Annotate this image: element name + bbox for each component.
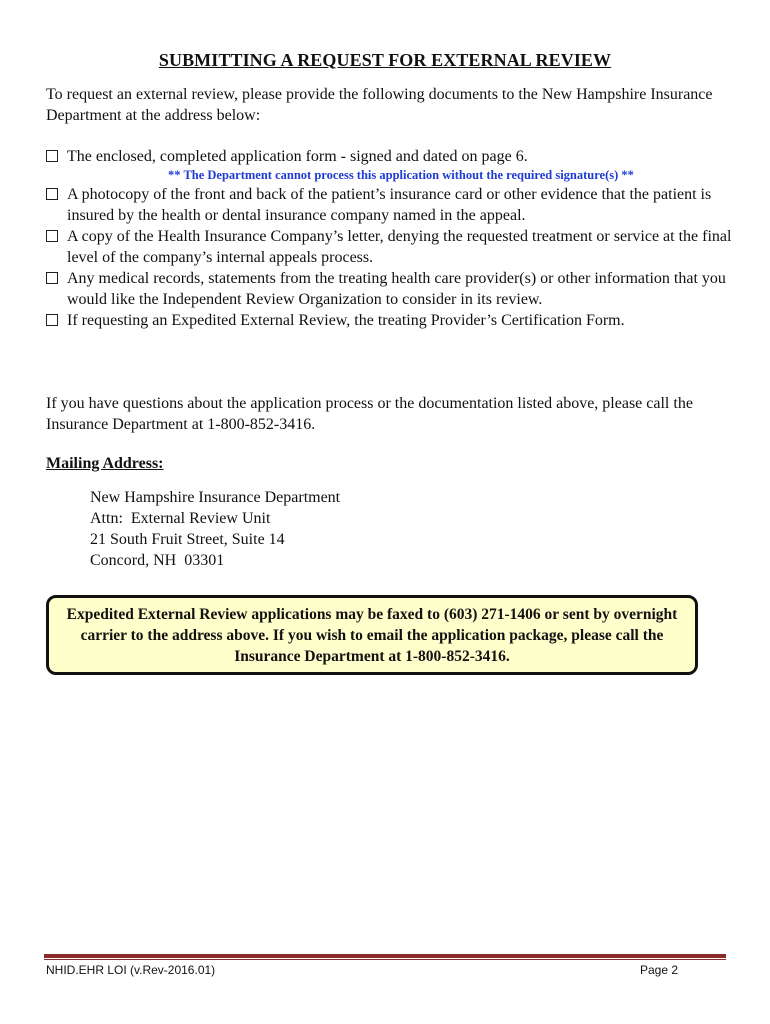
intro-paragraph: To request an external review, please provide the following documents to the New Hampshire Insurance Department at the address below: bbox=[46, 86, 713, 124]
checklist-item-text: If requesting an Expedited External Review, the treating Provider’s Certification Form. bbox=[67, 312, 625, 329]
document-checklist bbox=[46, 146, 736, 331]
questions-paragraph: If you have questions about the application process or the documentation listed above, please call the Insurance Department at 1-800-852-3416. bbox=[46, 395, 693, 433]
checklist-item-text: A photocopy of the front and back of the patient’s insurance card or other evidence that the patient is insured by the health or dental insurance company named in the appeal. bbox=[67, 186, 712, 224]
checklist-item bbox=[46, 184, 736, 226]
page-title: SUBMITTING A REQUEST FOR EXTERNAL REVIEW bbox=[158, 50, 612, 70]
form-identifier: NHID.EHR LOI (v.Rev-2016.01) bbox=[46, 963, 216, 977]
expedited-review-callout bbox=[46, 595, 698, 675]
address-line: Concord, NH 03301 bbox=[90, 552, 225, 569]
footer-divider-thin bbox=[44, 959, 726, 960]
checkbox[interactable] bbox=[46, 150, 58, 162]
footer-divider bbox=[44, 954, 726, 958]
checklist-item bbox=[46, 226, 736, 268]
address-line: 21 South Fruit Street, Suite 14 bbox=[90, 531, 285, 548]
checkbox[interactable] bbox=[46, 314, 58, 326]
mailing-address-block bbox=[90, 487, 340, 571]
checklist-item bbox=[46, 146, 736, 167]
checklist-item bbox=[46, 310, 736, 331]
checklist-item-text: A copy of the Health Insurance Company’s letter, denying the requested treatment or service at the final level of the company’s internal appeals process. bbox=[67, 228, 732, 266]
address-line: New Hampshire Insurance Department bbox=[90, 489, 341, 506]
checkbox[interactable] bbox=[46, 188, 58, 200]
signature-warning: ** The Department cannot process this application without the required signature(s) ** bbox=[168, 168, 634, 182]
mailing-address-heading: Mailing Address: bbox=[46, 455, 164, 472]
checkbox[interactable] bbox=[46, 230, 58, 242]
checklist-item-text: Any medical records, statements from the treating health care provider(s) or other information that you would like the Independent Review Organization to consider in its review. bbox=[67, 270, 726, 308]
address-line: Attn: External Review Unit bbox=[90, 510, 271, 527]
page-number: Page 2 bbox=[640, 963, 679, 977]
checkbox[interactable] bbox=[46, 272, 58, 284]
callout-text: Expedited External Review applications may be faxed to (603) 271-1406 or sent by overnight carrier to the address above. If you wish to email the application package, please call the Insurance Department at 1-800-852-3416. bbox=[66, 605, 678, 665]
checklist-item bbox=[46, 268, 736, 310]
checklist-item-text: The enclosed, completed application form - signed and dated on page 6. bbox=[67, 148, 528, 165]
